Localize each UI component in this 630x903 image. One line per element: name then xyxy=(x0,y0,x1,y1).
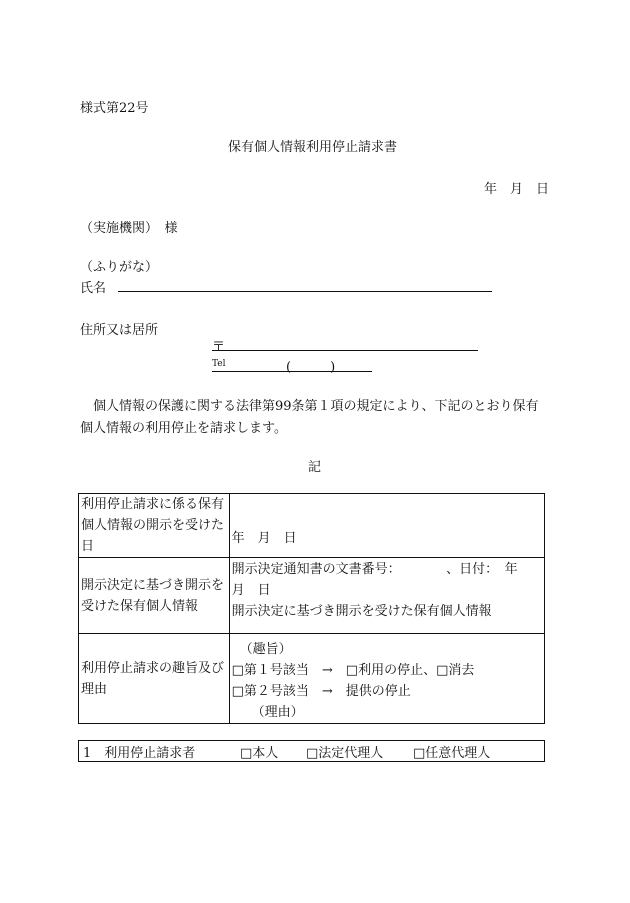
address-underline xyxy=(212,350,478,351)
tel-label: Tel xyxy=(212,359,226,369)
row3-item2: □第２号該当 → 提供の停止 xyxy=(231,684,411,699)
body-text xyxy=(80,396,550,440)
requester-label: 1 利用停止請求者 xyxy=(83,746,196,761)
row3-value xyxy=(229,634,544,724)
row3-label: 利用停止請求の趣旨及び理由 xyxy=(79,634,230,724)
date-line: 年 月 日 xyxy=(484,182,550,197)
row1-date: 年 月 日 xyxy=(231,531,297,546)
row2-doc-number: 開示決定通知書の文書番号： 、日付： 年 月 日 xyxy=(231,562,531,598)
row2-label: 開示決定に基づき開示を受けた保有個人情報 xyxy=(79,558,230,634)
requester-option-self: □本人 xyxy=(240,746,279,761)
ki-heading: 記 xyxy=(308,460,322,475)
body-text-content: 個人情報の保護に関する法律第99条第１項の規定により、下記のとおり保有個人情報の利用停止を請求します。 xyxy=(80,399,539,436)
table-row xyxy=(79,634,545,724)
row3-item1: □第１号該当 → □利用の停止、□消去 xyxy=(231,663,475,678)
postal-mark: 〒 xyxy=(212,340,226,355)
requester-option-legal: □法定代理人 xyxy=(306,746,384,761)
requester-option-voluntary: □任意代理人 xyxy=(413,746,491,761)
table-row xyxy=(79,558,545,634)
recipient: （実施機関） 様 xyxy=(80,221,178,236)
name-underline xyxy=(118,291,492,292)
row1-label: 利用停止請求に係る保有個人情報の開示を受けた日 xyxy=(79,494,230,558)
name-label: 氏名 xyxy=(80,281,107,296)
address-label: 住所又は居所 xyxy=(80,323,159,338)
request-table xyxy=(78,493,545,724)
tel-underline xyxy=(212,371,372,372)
table-row xyxy=(79,494,545,558)
tel-parens: ( ) xyxy=(286,360,336,375)
page-title: 保有個人情報利用停止請求書 xyxy=(228,140,398,155)
row2-value xyxy=(229,558,544,634)
row3-purpose: （趣旨） xyxy=(239,642,292,657)
row3-reason: （理由） xyxy=(251,705,304,720)
requester-box xyxy=(78,740,545,762)
row2-disclosed-info: 開示決定に基づき開示を受けた保有個人情報 xyxy=(231,604,492,619)
row1-value xyxy=(229,494,544,558)
furigana-label: （ふりがな） xyxy=(80,260,159,275)
form-number: 様式第22号 xyxy=(80,101,149,116)
